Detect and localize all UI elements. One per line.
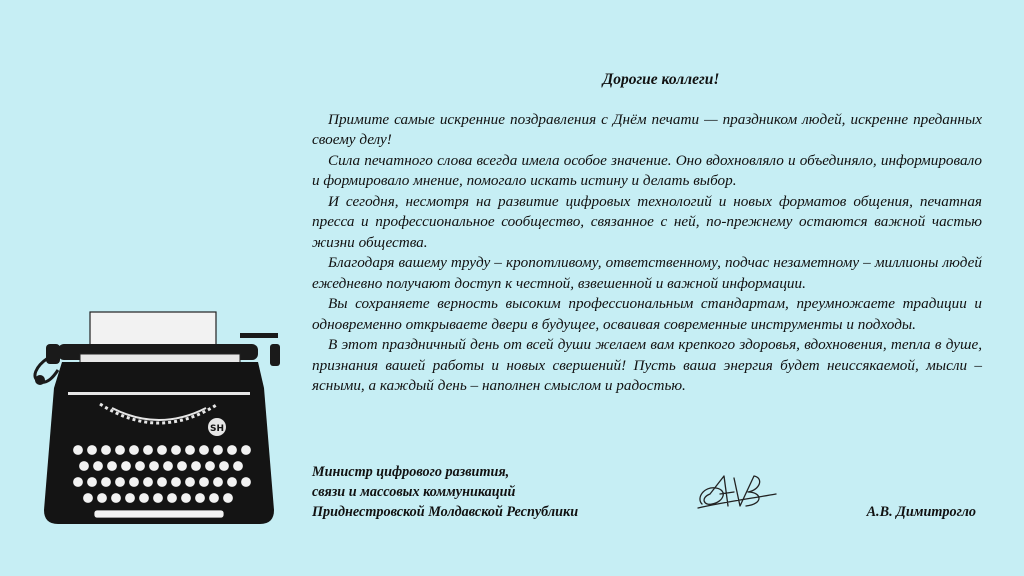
letter-paragraph-2: Сила печатного слова всегда имела особое значение. Оно вдохновляло и объединяло, информировало и формировало мнение, помогало искать истину и делать выбор. <box>312 151 982 189</box>
letter-paragraph-6: В этот праздничный день от всей души желаем вам крепкого здоровья, вдохновения, тепла в душе, признания вашей работы и новых свершений! Пусть ваша энергия будет неиссякаемой, мысли – ясными, а каждый день – наполнен смыслом и радостью. <box>312 336 982 394</box>
signer-title-line: связи и массовых коммуникаций <box>312 484 516 500</box>
letter-paragraph-4: Благодаря вашему труду – кропотливому, ответственному, подчас незаметному – миллионы людей ежедневно получают доступ к честной, взвешенной и важной информации. <box>312 254 982 292</box>
typewriter-icon <box>28 300 293 535</box>
letter-body <box>312 70 982 397</box>
letter-greeting: Дорогие коллеги! <box>602 71 720 88</box>
signer-title-line: Приднестровской Молдавской Республики <box>312 504 579 520</box>
signer-title-line: Министр цифрового развития, <box>312 464 510 480</box>
handwritten-signature <box>694 468 779 513</box>
signer-name: А.В. Димитрогло <box>866 504 976 520</box>
signoff-block <box>312 462 982 522</box>
letter-paragraph-5: Вы сохраняете верность высоким профессиональным стандартам, преумножаете традиции и одновременно открываете двери в будущее, осваивая современные инструменты и подходы. <box>312 295 982 333</box>
letter-paragraph-3: И сегодня, несмотря на развитие цифровых технологий и новых форматов общения, печатная пресса и профессиональное сообщество, связанное с ней, по-прежнему остаются важной частью жизни общества. <box>312 192 982 251</box>
typewriter-emblem: SH <box>209 424 225 434</box>
letter-paragraph-1: Примите самые искренние поздравления с Днём печати — праздником людей, искренне преданных своему делу! <box>312 110 982 148</box>
